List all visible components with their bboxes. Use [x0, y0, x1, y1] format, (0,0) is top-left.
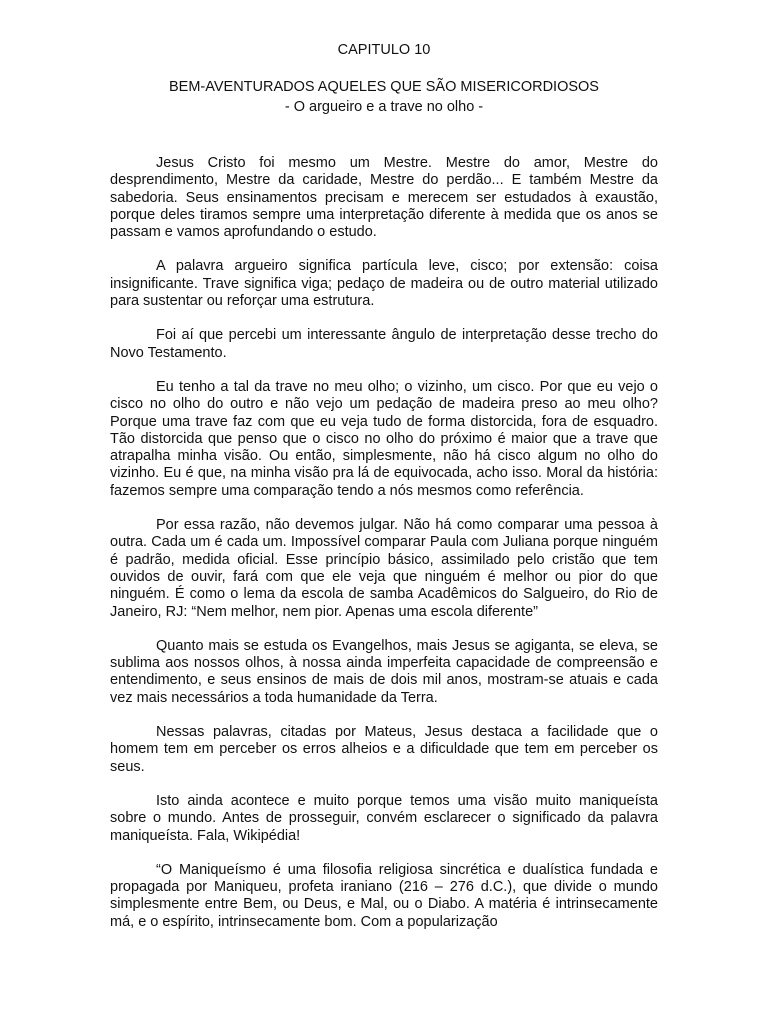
paragraph: Isto ainda acontece e muito porque temos uma visão muito maniqueísta sobre o mundo. Antes de prosseguir, convém esclarecer o significado da palavra maniqueísta. Fala, Wikipédia!: [110, 792, 658, 844]
paragraph: “O Maniqueísmo é uma filosofia religiosa sincrética e dualística fundada e propagada por Maniqueu, profeta iraniano (216 – 276 d.C.), que divide o mundo simplesmente entre Bem, ou Deus, e Mal, ou o Diabo. A matéria é intrinsecamente má, e o espírito, intrinsecamente bom. Com a popularização: [110, 861, 658, 930]
chapter-subtitle: - O argueiro e a trave no olho -: [284, 99, 484, 115]
document-page: [110, 40, 658, 948]
chapter-heading: CAPITULO 10: [337, 42, 431, 58]
paragraph: Foi aí que percebi um interessante ângulo de interpretação desse trecho do Novo Testamento.: [110, 327, 658, 361]
paragraph: A palavra argueiro significa partícula leve, cisco; por extensão: coisa insignificante. Trave significa viga; pedaço de madeira ou de outro material utilizado para sustentar ou reforçar uma estrutura.: [110, 258, 658, 310]
paragraph: Eu tenho a tal da trave no meu olho; o vizinho, um cisco. Por que eu vejo o cisco no olho do outro e não vejo um pedação de madeira preso ao meu olho? Porque uma trave faz com que eu veja tudo de forma distorcida, fora de esquadro. Tão distorcida que penso que o cisco no olho do próximo é maior que a trave que atrapalha minha visão. Ou então, simplesmente, não há cisco algum no olho do vizinho. Eu é que, na minha visão pra lá de equivocada, acho isso. Moral da história: fazemos sempre uma comparação tendo a nós mesmos como referência.: [110, 378, 658, 499]
chapter-title: BEM-AVENTURADOS AQUELES QUE SÃO MISERICORDIOSOS: [169, 79, 599, 95]
paragraph: Quanto mais se estuda os Evangelhos, mais Jesus se agiganta, se eleva, se sublima aos nossos olhos, à nossa ainda imperfeita capacidade de compreensão e entendimento, e seus ensinos de mais de dois mil anos, mostram-se atuais e cada vez mais necessários a toda humanidade da Terra.: [110, 637, 658, 706]
paragraph: Nessas palavras, citadas por Mateus, Jesus destaca a facilidade que o homem tem em perceber os erros alheios e a dificuldade que tem em perceber os seus.: [110, 724, 658, 775]
paragraph: Jesus Cristo foi mesmo um Mestre. Mestre do amor, Mestre do desprendimento, Mestre da caridade, Mestre do perdão... E também Mestre da sabedoria. Seus ensinamentos precisam e merecem ser estudados à exaustão, porque deles tiramos sempre uma interpretação diferente à medida que os anos se passam e vamos aprofundando o estudo.: [110, 155, 658, 241]
paragraph: Por essa razão, não devemos julgar. Não há como comparar uma pessoa à outra. Cada um é cada um. Impossível comparar Paula com Juliana porque ninguém é padrão, medida oficial. Esse princípio básico, assimilado pelo cristão que tem ouvidos de ouvir, fará com que ele veja que ninguém é melhor ou pior do que ninguém. É como o lema da escola de samba Acadêmicos do Salgueiro, do Rio de Janeiro, RJ: “Nem melhor, nem pior. Apenas uma escola diferente”: [110, 517, 658, 620]
